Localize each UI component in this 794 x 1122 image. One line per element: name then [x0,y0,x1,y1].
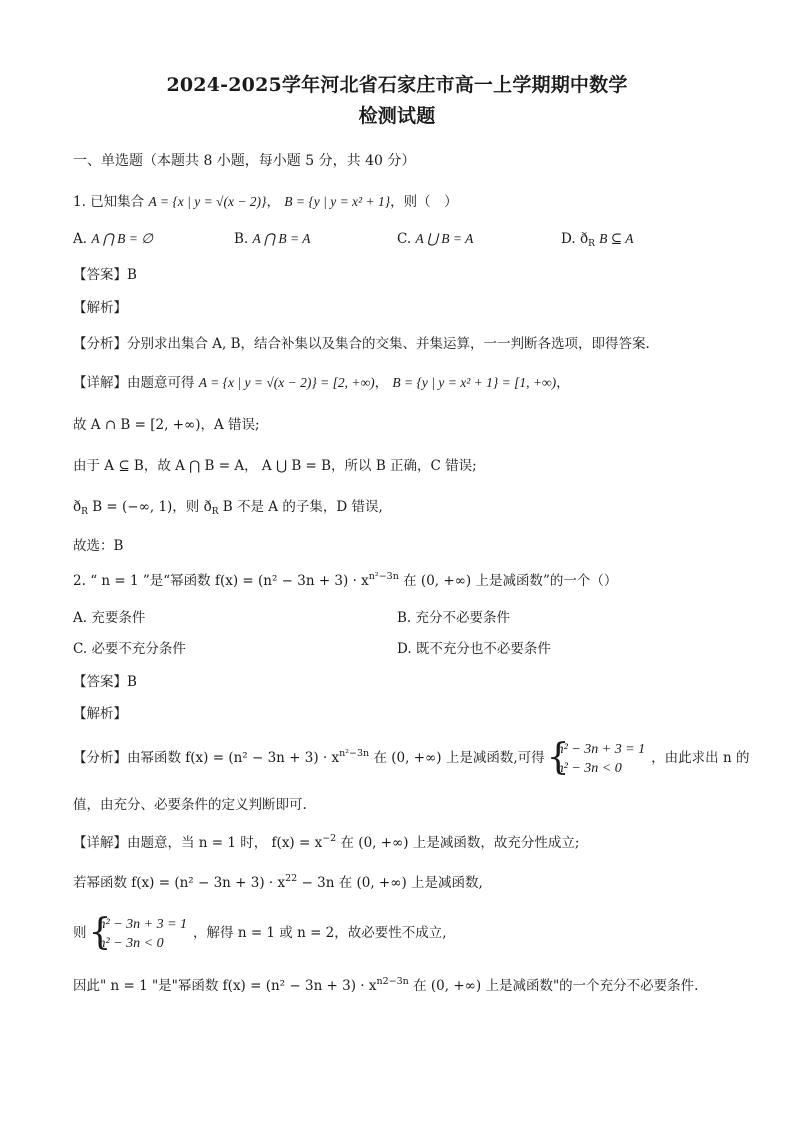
q1-detail-4a: ð [73,499,82,515]
q2-answer: 【答案】B [73,674,137,690]
q2-detail-sys-row2: n² − 3n < 0 [98,935,164,951]
q2-option-b-label: B. [397,610,412,626]
q1-sep: ， [266,194,280,210]
q2-option-b-text: 充分不必要条件 [415,610,511,626]
q1-option-b-label: B. [234,231,249,247]
q2-option-a-label: A. [73,610,88,626]
q2-option-c-text: 必要不充分条件 [91,641,186,657]
q2-option-d-label: D. [397,641,412,657]
q2-stem-a: “ n = 1 ”是“幂函数 f(x) = (n² − 3n + 3) · x [90,573,369,589]
q2-conclusion [73,976,698,996]
q2-detail-1b: 在 (0, +∞) 上是减函数，故充分性成立; [336,835,580,851]
q2-fenxi-sys-row1: n² − 3n + 3 = 1 [556,741,646,757]
q2-number: 2. [73,573,86,589]
q1-detail-4sub2: R [211,507,219,517]
q1-analysis-label: 【解析】 [73,300,127,316]
q1-option-a-text: A ⋂ B = ∅ [91,231,154,246]
q2-option-d [397,639,551,659]
q1-option-d-sub: R [588,239,595,249]
q2-fenxi-sys-row2: n² − 3n < 0 [556,760,622,776]
q1-option-c-text: A ⋃ B = A [415,231,474,246]
q1-option-d [561,229,633,249]
q1-detail-1 [73,373,570,393]
q1-set-a: A = {x | y = √(x − 2)} [148,194,267,209]
q1-stem [73,192,458,212]
q1-option-d-text2: B ⊆ A [599,231,634,246]
q2-detail-2b: − 3n 在 (0, +∞) 上是减函数, [297,875,483,891]
q2-fenxi-c: ，由此求出 n 的 [651,750,750,766]
q1-number: 1. [73,194,86,210]
q2-detail-system [88,911,188,953]
q2-fenxi-cont: 值，由充分、必要条件的定义判断即可. [73,797,307,813]
q2-detail-2 [73,873,483,893]
q1-option-b [234,229,310,249]
q1-option-a-label: A. [73,231,88,247]
q2-detail-sys-row1: n² − 3n + 3 = 1 [98,916,188,932]
section-heading: 一、单选题（本题共 8 小题，每小题 5 分，共 40 分） [73,153,416,169]
q1-detail-1e: ， [556,375,570,391]
q2-fenxi-system [546,736,646,778]
q2-fenxi-b: 在 (0, +∞) 上是减函数,可得 [369,750,545,766]
q2-stem-b: 在 (0, +∞) 上是减函数”的一个（） [398,573,618,589]
q2-detail-1exp: −2 [322,833,337,844]
q1-fenxi: 【分析】分别求出集合 A, B，结合补集以及集合的交集、并集运算，一一判断各选项，即得答案. [73,336,650,352]
page-title-line2: 检测试题 [358,105,436,127]
q1-option-c-label: C. [397,231,412,247]
page-title-line1: 2024-2025学年河北省石家庄市高一上学期期中数学 [166,74,628,96]
q1-detail-1c: ， [374,375,389,391]
q1-answer: 【答案】B [73,267,137,283]
q1-detail-4sub: R [81,507,88,517]
q2-detail-1a: 【详解】由题意，当 n = 1 时， f(x) = x [73,835,323,851]
q2-concl-a: 因此" n = 1 "是"幂函数 f(x) = (n² − 3n + 3) · x [73,978,377,994]
q1-choice: 故选：B [73,538,124,554]
q1-detail-3: 由于 A ⊆ B，故 A ⋂ B = A， A ⋃ B = B，所以 B 正确，C 错误; [73,458,477,474]
q2-option-d-text: 既不充分也不必要条件 [415,641,551,657]
q2-option-c-label: C. [73,641,88,657]
q2-stem-exp: n²−3n [368,571,399,582]
q1-option-d-text: ð [579,231,589,247]
q1-stem-prefix: 已知集合 [90,194,145,210]
q2-fenxi [73,738,749,778]
q1-detail-1b: A = {x | y = √(x − 2)} = [2, +∞) [198,375,375,390]
q1-option-b-text: A ⋂ B = A [252,231,311,246]
q2-option-c [73,639,186,659]
q2-fenxi-a: 【分析】由幂函数 f(x) = (n² − 3n + 3) · x [73,750,340,766]
q1-stem-suffix: ，则（ ） [390,194,458,210]
q2-analysis-label: 【解析】 [73,706,127,722]
q1-detail-4b: B = (−∞, 1)，则 ð [92,499,212,515]
q2-stem [73,571,617,591]
q1-option-d-label: D. [561,231,576,247]
q2-detail-2a: 若幂函数 f(x) = (n² − 3n + 3) · x [73,875,286,891]
q2-detail-1 [73,833,579,853]
q2-fenxi-exp: n²−3n [339,748,370,759]
q1-detail-1d: B = {y | y = x² + 1} = [1, +∞) [392,375,557,390]
q1-option-c [397,229,473,249]
q1-detail-4 [73,497,383,517]
q2-option-b [397,608,510,628]
q1-option-a [73,229,153,249]
q2-detail-3a: 则 [73,925,87,941]
left-brace-icon: { [546,736,570,778]
q1-detail-4c: B 不是 A 的子集，D 错误, [222,499,383,515]
q2-option-a-text: 充要条件 [91,610,146,626]
q1-set-b: B = {y | y = x² + 1} [284,194,391,209]
left-brace-icon: { [88,911,112,953]
q2-detail-2exp: 22 [285,873,298,884]
q1-detail-1a: 【详解】由题意可得 [73,375,195,391]
q2-detail-3b: ，解得 n = 1 或 n = 2，故必要性不成立, [193,925,447,941]
q2-concl-exp: n2−3n [376,976,409,987]
q2-concl-b: 在 (0, +∞) 上是减函数"的一个充分不必要条件. [408,978,699,994]
q2-detail-3 [73,913,447,953]
q1-detail-2: 故 A ∩ B = [2, +∞)，A 错误; [73,417,260,433]
q2-option-a [73,608,145,628]
